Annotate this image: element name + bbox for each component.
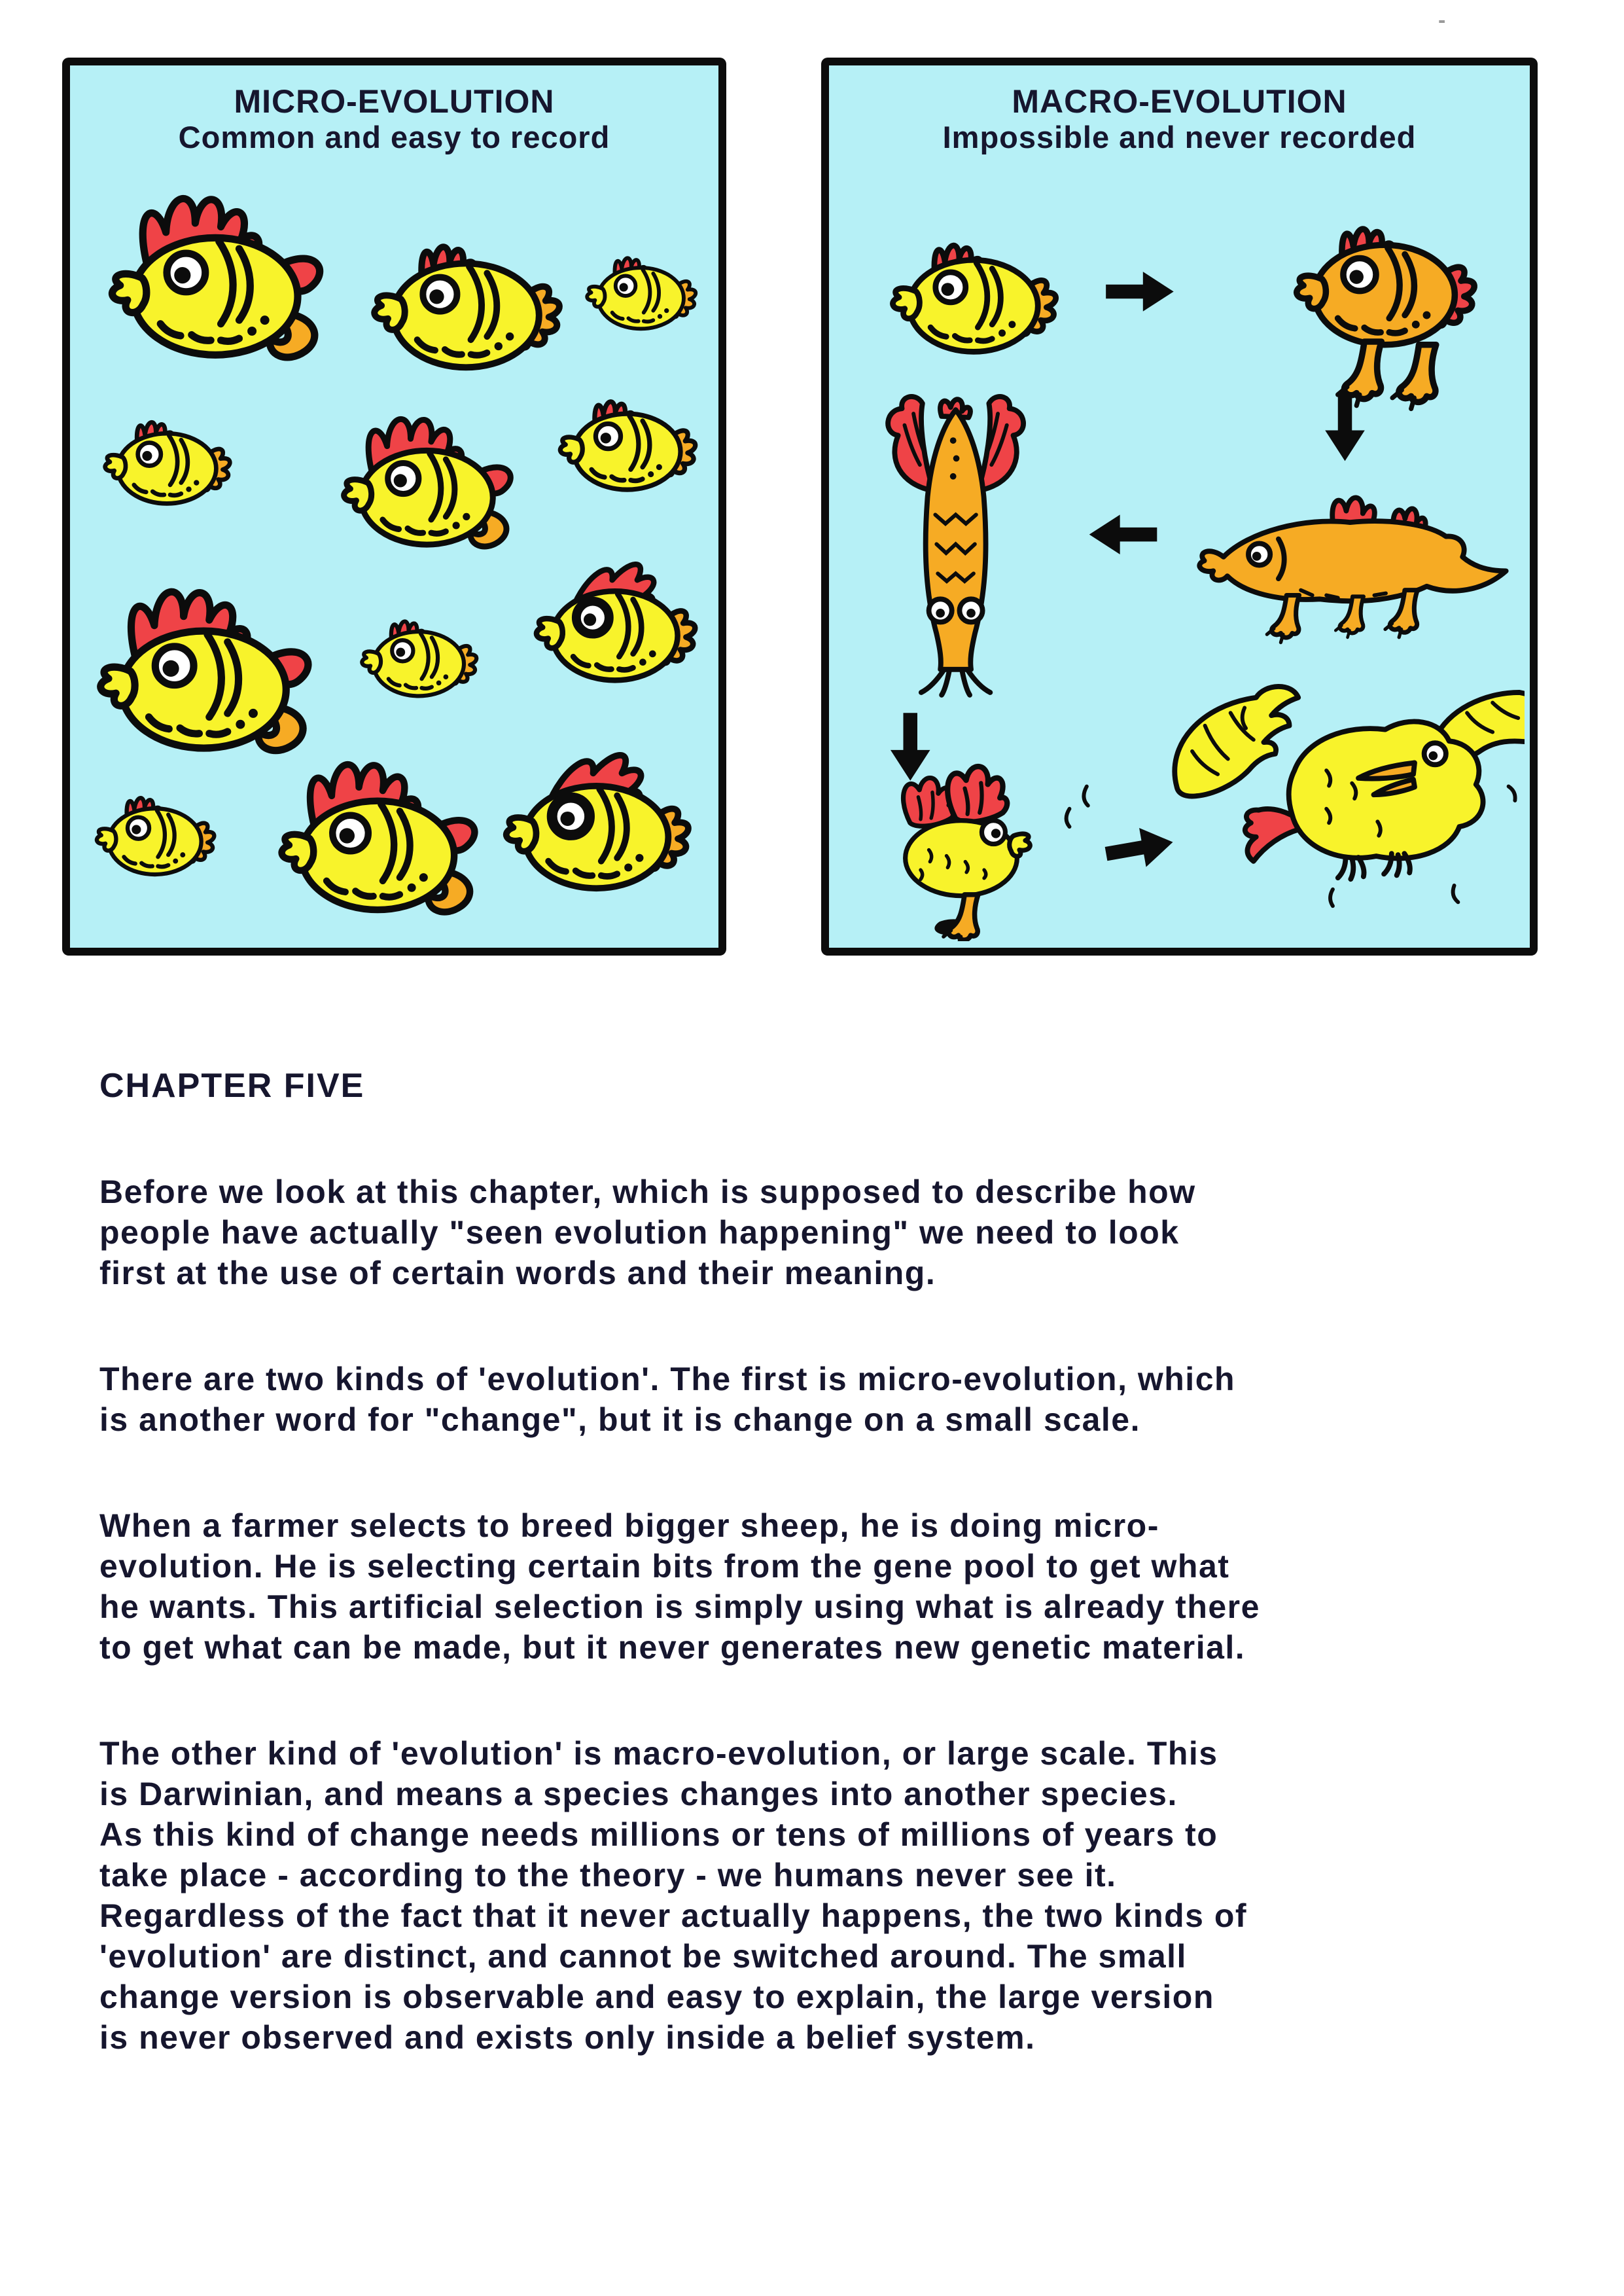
amphibian-stage-icon [1199, 497, 1506, 642]
fish-school-svg [75, 165, 713, 941]
body-paragraph: There are two kinds of 'evolution'. The first is micro-evolution, which is another word for "change", but it is change on a small scale. [99, 1361, 1236, 1438]
fish-icon [560, 402, 695, 490]
evolution-sequence-illustration [834, 165, 1525, 941]
fish-school-illustration [75, 165, 713, 941]
legged-fish-stage-icon [1297, 229, 1474, 408]
fish-icon [113, 198, 320, 357]
article [99, 1066, 1552, 2123]
arrow-down-icon [891, 713, 930, 781]
fish-icon [537, 564, 695, 680]
micro-panel-title: MICRO-EVOLUTION [234, 83, 555, 120]
body-paragraph: Before we look at this chapter, which is supposed to describe how people have actually "seen evolution happening" we need to look first at the use of certain words and their meaning. [99, 1174, 1196, 1291]
bird-stage-icon [1174, 687, 1525, 906]
stray-mark: - [1438, 8, 1446, 33]
fish-icon [282, 764, 475, 912]
fish-icon [374, 247, 559, 367]
chapter-heading: CHAPTER FIVE [99, 1067, 365, 1105]
micro-panel-subtitle: Common and easy to record [178, 120, 610, 154]
fish-icon [587, 258, 696, 329]
body-paragraph: The other kind of 'evolution' is macro-evolution, or large scale. This is Darwinian, and means a species changes into another species. As this kind of change needs millions or tens of millions of years to take place - according to the theory - we humans never see it. Regardless of the fact that it never actually happens, the two kinds of 'evolution' are distinct, and cannot be switched around. The small change version is observable and easy to explain, the large version is never observed and exists only inside a belief system. [99, 1735, 1248, 2056]
micro-evolution-panel [62, 58, 726, 956]
crawler-stage-icon [888, 397, 1023, 695]
arrow-right-icon [1106, 272, 1174, 312]
fish-icon [506, 755, 688, 888]
fish-icon [362, 621, 476, 696]
macro-evolution-panel [821, 58, 1538, 956]
winged-fish-stage-icon [904, 766, 1031, 941]
arrow-right-icon [1067, 787, 1176, 874]
fish-icon [97, 798, 214, 874]
macro-panel-title: MACRO-EVOLUTION [1012, 83, 1347, 120]
macro-panel-subtitle: Impossible and never recorded [942, 120, 1417, 154]
arrow-left-icon [1089, 514, 1157, 554]
fish-icon [105, 422, 230, 503]
fish-stage-icon [892, 245, 1055, 351]
evolution-sequence-svg [834, 165, 1525, 941]
fish-icon [101, 592, 308, 750]
fish-icon [344, 419, 511, 547]
body-paragraph: When a farmer selects to breed bigger sheep, he is doing micro- evolution. He is selecting certain bits from the gene pool to get what he wants. This artificial selection is simply using what is already there to get what can be made, but it never generates new genetic material. [99, 1507, 1260, 1666]
